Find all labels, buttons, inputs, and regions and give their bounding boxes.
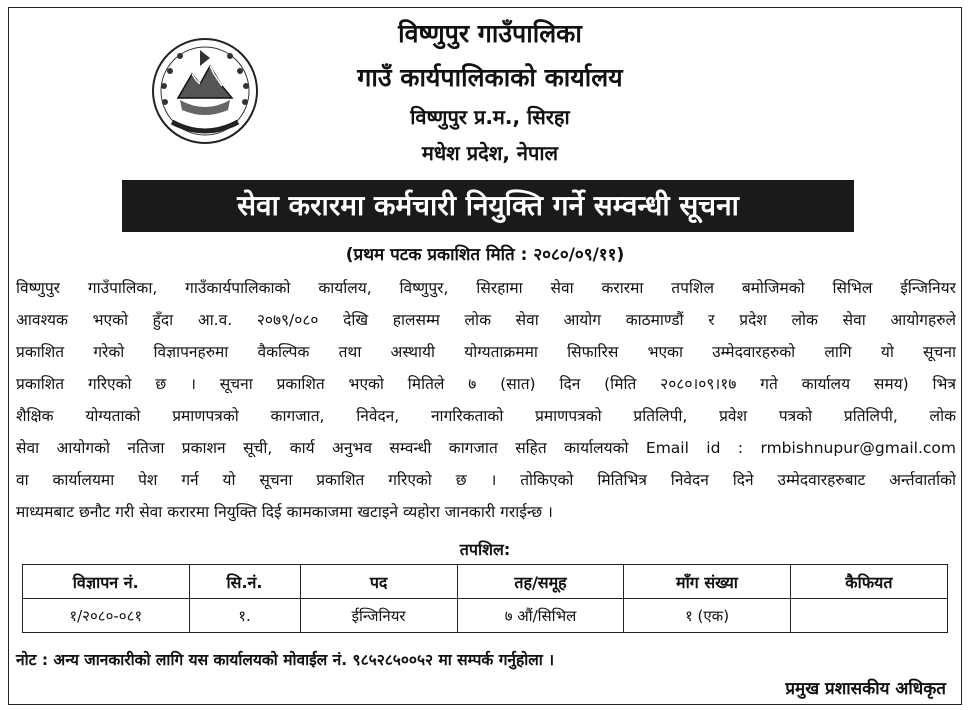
col-header-remarks: कैफियत bbox=[790, 565, 947, 599]
body-line: सेवा आयोगको नतिजा प्रकाशन सूची, कार्य अनुभव सम्वन्धी कागजात सहित कार्यालयको Email id : rmbishnupur@gmail.com bbox=[16, 439, 956, 457]
municipality-name: विष्णुपुर गाउँपालिका bbox=[398, 19, 582, 48]
cell-remarks bbox=[790, 599, 947, 633]
body-line: शैक्षिक योग्यताको प्रमाणपत्रको कागजात, निवेदन, नागरिकताको प्रमाणपत्रको प्रतिलिपी, प्रवेश पत्रको प्रतिलिपी, लोक bbox=[16, 407, 956, 425]
col-header-demand-count: माँग संख्या bbox=[624, 565, 791, 599]
cell-ad-no: १/२०८०-०८१ bbox=[23, 599, 190, 633]
cell-demand-count: १ (एक) bbox=[624, 599, 791, 633]
cell-level-group: ७ औं/सिभिल bbox=[457, 599, 624, 633]
province-country: मधेश प्रदेश, नेपाल bbox=[421, 141, 559, 165]
notice-title: सेवा करारमा कर्मचारी नियुक्ति गर्ने सम्वन्धी सूचना bbox=[122, 180, 854, 232]
publish-date: (प्रथम पटक प्रकाशित मिति : २०८०/०९/११) bbox=[345, 245, 625, 265]
cell-post: ईन्जिनियर bbox=[300, 599, 457, 633]
col-header-level-group: तह/समूह bbox=[457, 565, 624, 599]
col-header-ad-no: विज्ञापन नं. bbox=[23, 565, 190, 599]
col-header-post: पद bbox=[300, 565, 457, 599]
cell-serial: १. bbox=[189, 599, 300, 633]
body-line: वा कार्यालयमा पेश गर्न यो सूचना प्रकाशित गरिएको छ । तोकिएको मितिभित्र निवेदन दिने उम्मेदवारहरुबाट अर्न्तवार्ताको bbox=[16, 471, 956, 489]
body-line: प्रकाशित गरेको विज्ञापनहरुमा वैकल्पिक तथा अस्थायी योग्यताक्रममा सिफारिस भएका उम्मेदवारहरुको लागि यो सूचना bbox=[16, 343, 956, 361]
contact-note: नोट : अन्य जानकारीको लागि यस कार्यालयको मोवाईल नं. ९८५२८५००५२ मा सम्पर्क गर्नुहोला । bbox=[16, 651, 555, 669]
body-line: माध्यमबाट छनौट गरी सेवा करारमा नियुक्ति दिई कामकाजमा खटाइने व्यहोरा जानकारी गराईन्छ । bbox=[16, 503, 553, 521]
col-header-serial: सि.नं. bbox=[189, 565, 300, 599]
signatory-title: प्रमुख प्रशासकीय अधिकृत bbox=[785, 679, 946, 699]
office-address: विष्णुपुर प्र.म., सिरहा bbox=[410, 105, 570, 129]
table-header-row bbox=[23, 565, 948, 599]
body-line: प्रकाशित गरिएको छ । सूचना प्रकाशित भएको मितिले ७ (सात) दिन (मिति २०८०।०९।१७ गते कार्यालय समय) भित्र bbox=[16, 375, 956, 393]
vacancy-table bbox=[22, 564, 948, 633]
details-label: तपशिल: bbox=[459, 540, 511, 559]
body-line: विष्णुपुर गाउँपालिका, गाउँकार्यपालिकाको कार्यालय, विष्णुपुर, सिरहामा सेवा करारमा तपशिल बमोजिमको सिभिल ईन्जिनियर bbox=[16, 279, 956, 297]
body-line: आवश्यक भएको हुँदा आ.व. २०७९/०८० देखि हालसम्म लोक सेवा आयोग काठमाण्डौं र प्रदेश लोक सेवा आयोगहरुले bbox=[16, 311, 956, 329]
office-name: गाउँ कार्यपालिकाको कार्यालय bbox=[357, 63, 623, 92]
table-row bbox=[23, 599, 948, 633]
notice-body bbox=[16, 272, 956, 528]
